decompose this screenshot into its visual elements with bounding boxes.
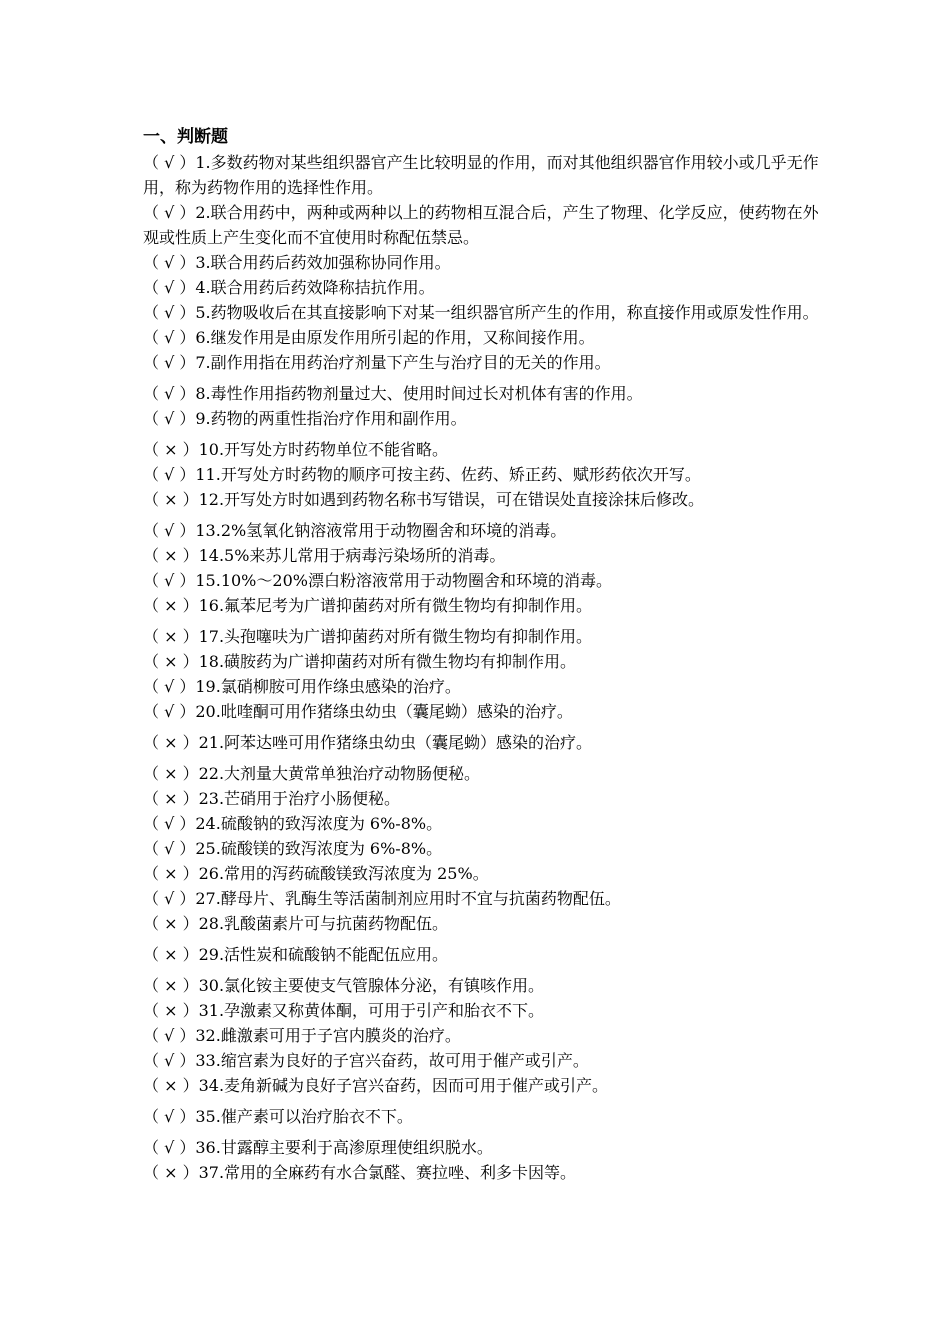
answer-mark: （ × ） <box>143 976 199 995</box>
answer-mark: （ √ ） <box>143 409 196 428</box>
question-item <box>143 624 823 649</box>
answer-mark: （ √ ） <box>143 1107 196 1126</box>
question-text: 27.酵母片、乳酶生等活菌制剂应用时不宜与抗菌药物配伍。 <box>195 889 621 908</box>
question-text: 5.药物吸收后在其直接影响下对某一组织器官所产生的作用，称直接作用或原发性作用。 <box>195 303 819 322</box>
question-item <box>143 942 823 967</box>
question-item <box>143 811 823 836</box>
question-text: 25.硫酸镁的致泻浓度为 6%-8%。 <box>195 839 443 858</box>
question-text: 9.药物的两重性指治疗作用和副作用。 <box>195 409 467 428</box>
question-item <box>143 487 823 512</box>
question-item <box>143 275 823 300</box>
question-text: 17.头孢噻呋为广谱抑菌药对所有微生物均有抑制作用。 <box>198 627 593 646</box>
answer-mark: （ √ ） <box>143 1138 196 1157</box>
answer-mark: （ × ） <box>143 733 199 752</box>
answer-mark: （ √ ） <box>143 384 196 403</box>
question-item <box>143 1160 823 1185</box>
question-item <box>143 381 823 406</box>
question-text: 34.麦角新碱为良好子宫兴奋药，因而可用于催产或引产。 <box>198 1076 609 1095</box>
question-text: 8.毒性作用指药物剂量过大、使用时间过长对机体有害的作用。 <box>195 384 643 403</box>
question-text: 12.开写处方时如遇到药物名称书写错误，可在错误处直接涂抹后修改。 <box>198 490 705 509</box>
question-item <box>143 593 823 618</box>
answer-mark: （ √ ） <box>143 153 196 172</box>
answer-mark: （ √ ） <box>143 465 196 484</box>
question-text: 24.硫酸钠的致泻浓度为 6%-8%。 <box>195 814 443 833</box>
answer-mark: （ × ） <box>143 864 199 883</box>
answer-mark: （ √ ） <box>143 203 196 222</box>
question-item <box>143 350 823 375</box>
question-item <box>143 325 823 350</box>
question-item <box>143 406 823 431</box>
question-text: 2.联合用药中，两种或两种以上的药物相互混合后，产生了物理、化学反应，使药物在外观或性质上产生变化而不宜使用时称配伍禁忌。 <box>143 203 819 247</box>
question-item <box>143 1104 823 1129</box>
answer-mark: （ × ） <box>143 652 199 671</box>
question-item <box>143 730 823 755</box>
answer-mark: （ √ ） <box>143 1026 196 1045</box>
question-text: 1.多数药物对某些组织器官产生比较明显的作用，而对其他组织器官作用较小或几乎无作用，称为药物作用的选择性作用。 <box>143 153 819 197</box>
question-item <box>143 250 823 275</box>
answer-mark: （ √ ） <box>143 839 196 858</box>
question-text: 36.甘露醇主要利于高渗原理使组织脱水。 <box>195 1138 493 1157</box>
question-item <box>143 836 823 861</box>
question-item <box>143 649 823 674</box>
answer-mark: （ × ） <box>143 789 199 808</box>
question-text: 29.活性炭和硫酸钠不能配伍应用。 <box>198 945 449 964</box>
question-text: 26.常用的泻药硫酸镁致泻浓度为 25%。 <box>198 864 489 883</box>
answer-mark: （ × ） <box>143 1001 199 1020</box>
answer-mark: （ √ ） <box>143 278 196 297</box>
answer-mark: （ × ） <box>143 440 199 459</box>
question-item <box>143 1048 823 1073</box>
question-text: 18.磺胺药为广谱抑菌药对所有微生物均有抑制作用。 <box>198 652 577 671</box>
question-item <box>143 911 823 936</box>
question-text: 19.氯硝柳胺可用作绦虫感染的治疗。 <box>195 677 461 696</box>
answer-mark: （ √ ） <box>143 328 196 347</box>
question-text: 23.芒硝用于治疗小肠便秘。 <box>198 789 401 808</box>
question-text: 15.10%～20%漂白粉溶液常用于动物圈舍和环境的消毒。 <box>195 571 612 590</box>
question-item <box>143 568 823 593</box>
answer-mark: （ × ） <box>143 945 199 964</box>
question-text: 32.雌激素可用于子宫内膜炎的治疗。 <box>195 1026 461 1045</box>
question-item <box>143 998 823 1023</box>
question-item <box>143 437 823 462</box>
question-text: 16.氟苯尼考为广谱抑菌药对所有微生物均有抑制作用。 <box>198 596 593 615</box>
answer-mark: （ √ ） <box>143 521 196 540</box>
question-text: 31.孕激素又称黄体酮，可用于引产和胎衣不下。 <box>198 1001 545 1020</box>
answer-mark: （ × ） <box>143 764 199 783</box>
answer-mark: （ √ ） <box>143 814 196 833</box>
question-text: 28.乳酸菌素片可与抗菌药物配伍。 <box>198 914 449 933</box>
question-item <box>143 543 823 568</box>
question-text: 37.常用的全麻药有水合氯醛、赛拉唑、利多卡因等。 <box>198 1163 577 1182</box>
answer-mark: （ √ ） <box>143 1051 196 1070</box>
answer-mark: （ √ ） <box>143 677 196 696</box>
answer-mark: （ √ ） <box>143 571 196 590</box>
document-page <box>143 126 823 1185</box>
question-item <box>143 861 823 886</box>
question-item <box>143 761 823 786</box>
answer-mark: （ × ） <box>143 627 199 646</box>
answer-mark: （ √ ） <box>143 353 196 372</box>
answer-mark: （ √ ） <box>143 702 196 721</box>
question-text: 4.联合用药后药效降称拮抗作用。 <box>195 278 435 297</box>
answer-mark: （ × ） <box>143 1163 199 1182</box>
question-text: 11.开写处方时药物的顺序可按主药、佐药、矫正药、赋形药依次开写。 <box>195 465 701 484</box>
question-text: 14.5%来苏儿常用于病毒污染场所的消毒。 <box>198 546 506 565</box>
answer-mark: （ × ） <box>143 490 199 509</box>
answer-mark: （ √ ） <box>143 889 196 908</box>
question-item <box>143 699 823 724</box>
question-text: 30.氯化铵主要使支气管腺体分泌，有镇咳作用。 <box>198 976 545 995</box>
question-item <box>143 462 823 487</box>
section-heading: 一、判断题 <box>143 127 228 147</box>
question-item <box>143 300 823 325</box>
question-text: 3.联合用药后药效加强称协同作用。 <box>195 253 451 272</box>
answer-mark: （ × ） <box>143 914 199 933</box>
question-text: 33.缩宫素为良好的子宫兴奋药，故可用于催产或引产。 <box>195 1051 589 1070</box>
question-item <box>143 674 823 699</box>
answer-mark: （ √ ） <box>143 303 196 322</box>
question-item <box>143 518 823 543</box>
question-item <box>143 1135 823 1160</box>
answer-mark: （ √ ） <box>143 253 196 272</box>
question-item <box>143 150 823 200</box>
question-item <box>143 1023 823 1048</box>
question-item <box>143 1073 823 1098</box>
question-item <box>143 786 823 811</box>
question-text: 22.大剂量大黄常单独治疗动物肠便秘。 <box>198 764 481 783</box>
question-text: 20.吡喹酮可用作猪绦虫幼虫（囊尾蚴）感染的治疗。 <box>195 702 573 721</box>
answer-mark: （ × ） <box>143 546 199 565</box>
question-text: 7.副作用指在用药治疗剂量下产生与治疗目的无关的作用。 <box>195 353 611 372</box>
question-text: 21.阿苯达唑可用作猪绦虫幼虫（囊尾蚴）感染的治疗。 <box>198 733 593 752</box>
question-item <box>143 886 823 911</box>
question-item <box>143 973 823 998</box>
question-item <box>143 200 823 250</box>
question-text: 13.2%氢氧化钠溶液常用于动物圈舍和环境的消毒。 <box>195 521 567 540</box>
question-text: 10.开写处方时药物单位不能省略。 <box>198 440 449 459</box>
answer-mark: （ × ） <box>143 596 199 615</box>
question-text: 35.催产素可以治疗胎衣不下。 <box>195 1107 413 1126</box>
answer-mark: （ × ） <box>143 1076 199 1095</box>
question-text: 6.继发作用是由原发作用所引起的作用，又称间接作用。 <box>195 328 595 347</box>
